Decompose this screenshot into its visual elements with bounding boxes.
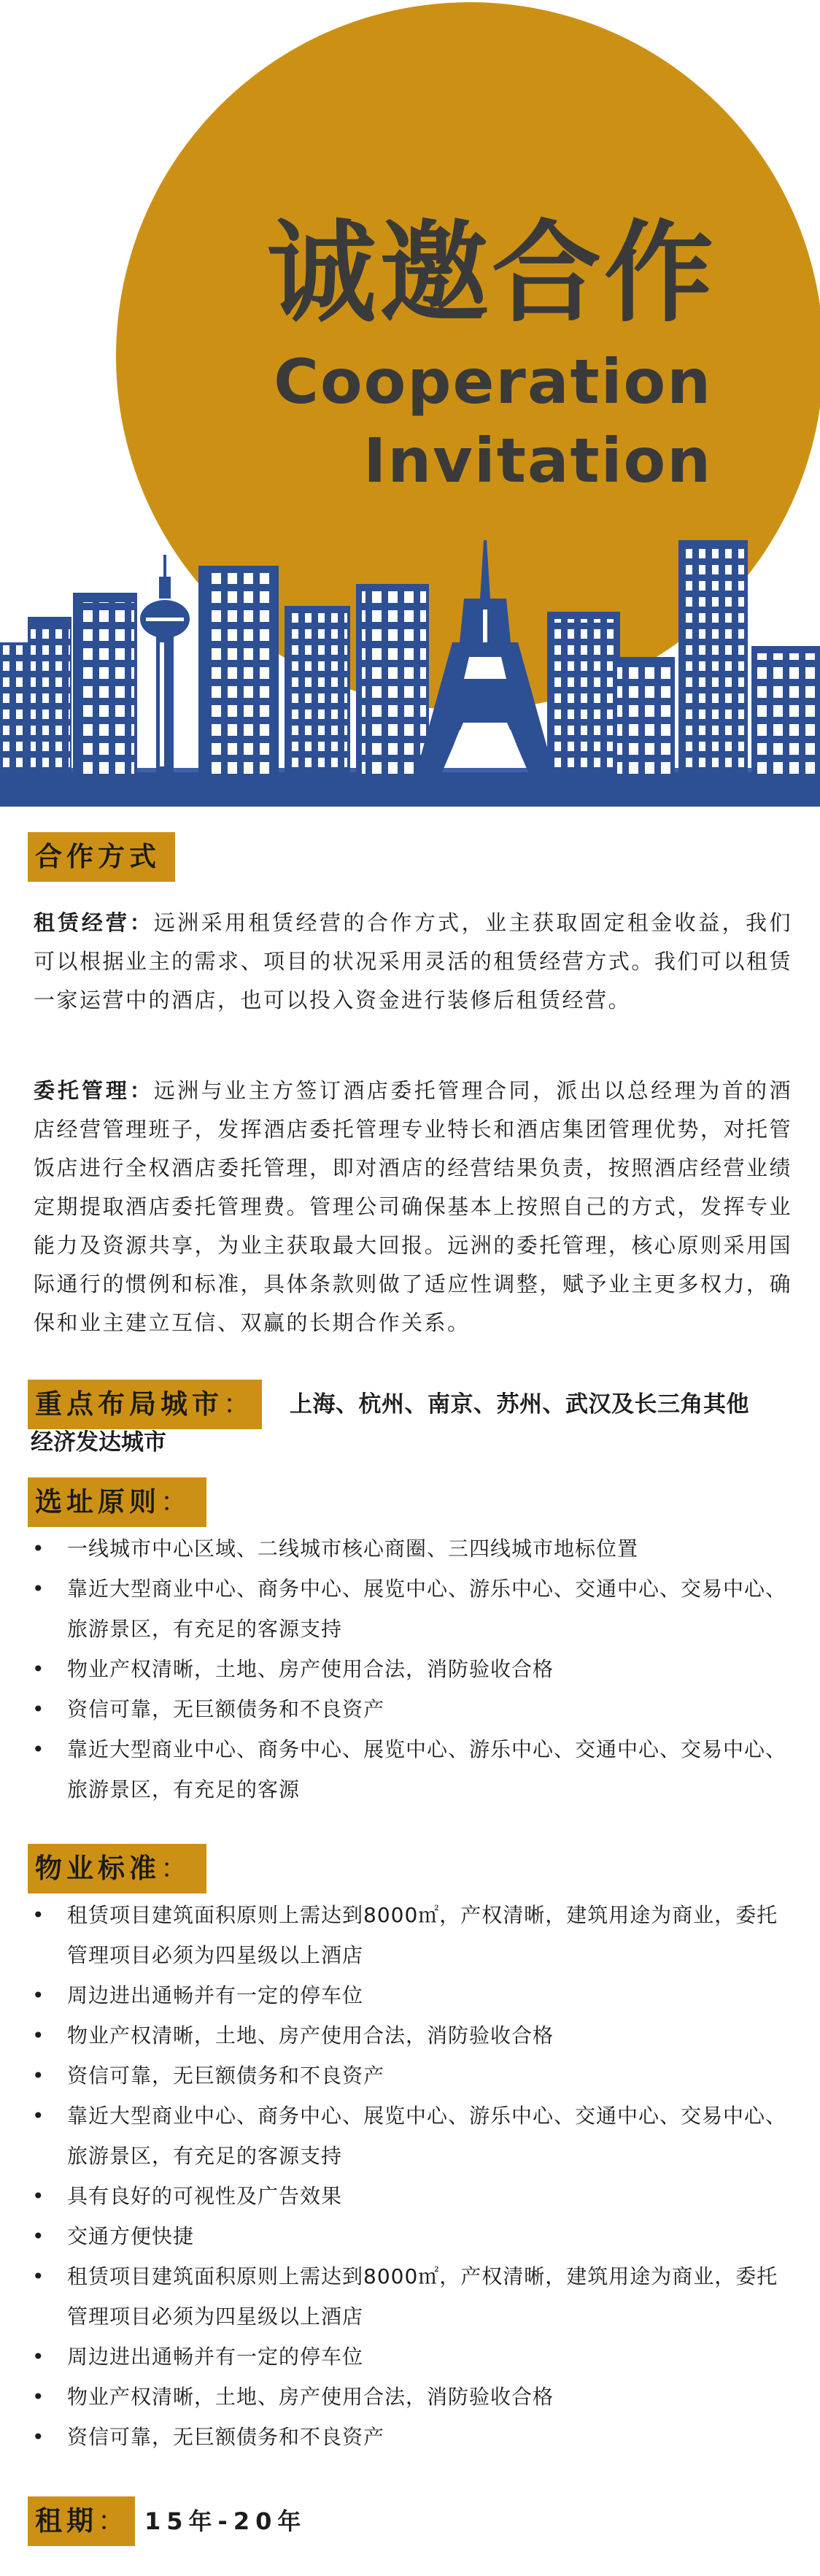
entrust-management-paragraph	[34, 1072, 792, 1342]
section-tag-label: 物业标准	[35, 1853, 160, 1884]
list-item: • 一线城市中心区域、二线城市核心商圈、三四线城市地标位置	[29, 1529, 795, 1569]
section-tag-lease-term: 租期：	[28, 2496, 135, 2546]
list-item: • 靠近大型商业中心、商务中心、展览中心、游乐中心、交通中心、交易中心、旅游景区，有充足的客源支持	[29, 2096, 795, 2176]
title-english	[274, 343, 712, 500]
list-item: • 资信可靠，无巨额债务和不良资产	[29, 2417, 795, 2457]
list-item: • 靠近大型商业中心、商务中心、展览中心、游乐中心、交通中心、交易中心、旅游景区，有充足的客源	[29, 1729, 795, 1810]
lease-operation-paragraph	[34, 904, 792, 1020]
list-item: • 具有良好的可视性及广告效果	[29, 2176, 795, 2216]
list-item: • 租赁项目建筑面积原则上需达到8000㎡，产权清晰，建筑用途为商业，委托管理项目必须为四星级以上酒店	[29, 1895, 795, 1975]
section-tag-cities: 重点布局城市：	[28, 1380, 262, 1429]
section-tag-cooperation	[28, 832, 175, 882]
hero-banner	[0, 0, 820, 807]
section-tag-label: 租期	[35, 2505, 98, 2537]
cities-line-1: 上海、杭州、南京、苏州、武汉及长三角其他	[290, 1391, 749, 1418]
entrust-management-text: 远洲与业主方签订酒店委托管理合同，派出以总经理为首的酒店经营管理班子，发挥酒店委托管理专业特长和酒店集团管理优势，对托管饭店进行全权酒店委托管理，即对酒店的经营结果负责，按照酒店经营业绩定期提取酒店委托管理费。管理公司确保基本上按照自己的方式，发挥专业能力及资源共享，为业主获取最大回报。远洲的委托管理，核心原则采用国际通行的惯例和标准，具体条款则做了适应性调整，赋予业主更多权力，确保和业主建立互信、双赢的长期合作关系。	[34, 1078, 792, 1335]
list-item: • 周边进出通畅并有一定的停车位	[29, 2337, 795, 2377]
list-item: • 靠近大型商业中心、商务中心、展览中心、游乐中心、交通中心、交易中心、旅游景区，有充足的客源支持	[29, 1569, 795, 1649]
title-english-line1: Cooperation	[274, 346, 712, 418]
ground-band	[0, 772, 820, 807]
entrust-management-label: 委托管理：	[34, 1078, 154, 1103]
section-tag-label: 选址原则	[35, 1486, 160, 1518]
section-tag-property: 物业标准：	[28, 1844, 206, 1893]
title-english-line2: Invitation	[363, 424, 712, 496]
section-tag-label: 合作方式	[35, 841, 160, 872]
lease-operation-label: 租赁经营：	[34, 910, 154, 935]
list-item: • 物业产权清晰，土地、房产使用合法，消防验收合格	[29, 1649, 795, 1689]
list-item: • 周边进出通畅并有一定的停车位	[29, 1975, 795, 2015]
lease-operation-text: 远洲采用租赁经营的合作方式，业主获取固定租金收益，我们可以根据业主的需求、项目的状况采用灵活的租赁经营方式。我们可以租赁一家运营中的酒店，也可以投入资金进行装修后租赁经营。	[34, 910, 792, 1012]
list-item: • 交通方便快捷	[29, 2216, 795, 2256]
cities-line-2: 经济发达城市	[31, 1429, 166, 1456]
section-tag-label: 重点布局城市	[35, 1388, 223, 1420]
site-principles-list	[29, 1529, 795, 1810]
list-item: • 物业产权清晰，土地、房产使用合法，消防验收合格	[29, 2377, 795, 2417]
property-standards-list	[29, 1895, 795, 2457]
section-tag-site: 选址原则：	[28, 1477, 206, 1527]
title-chinese: 诚邀合作	[266, 210, 716, 337]
list-item: • 租赁项目建筑面积原则上需达到8000㎡，产权清晰，建筑用途为商业，委托管理项目必须为四星级以上酒店	[29, 2256, 795, 2337]
lease-term-value: 15年-20年	[144, 2507, 307, 2535]
list-item: • 物业产权清晰，土地、房产使用合法，消防验收合格	[29, 2015, 795, 2056]
list-item: • 资信可靠，无巨额债务和不良资产	[29, 1689, 795, 1729]
list-item: • 资信可靠，无巨额债务和不良资产	[29, 2056, 795, 2096]
